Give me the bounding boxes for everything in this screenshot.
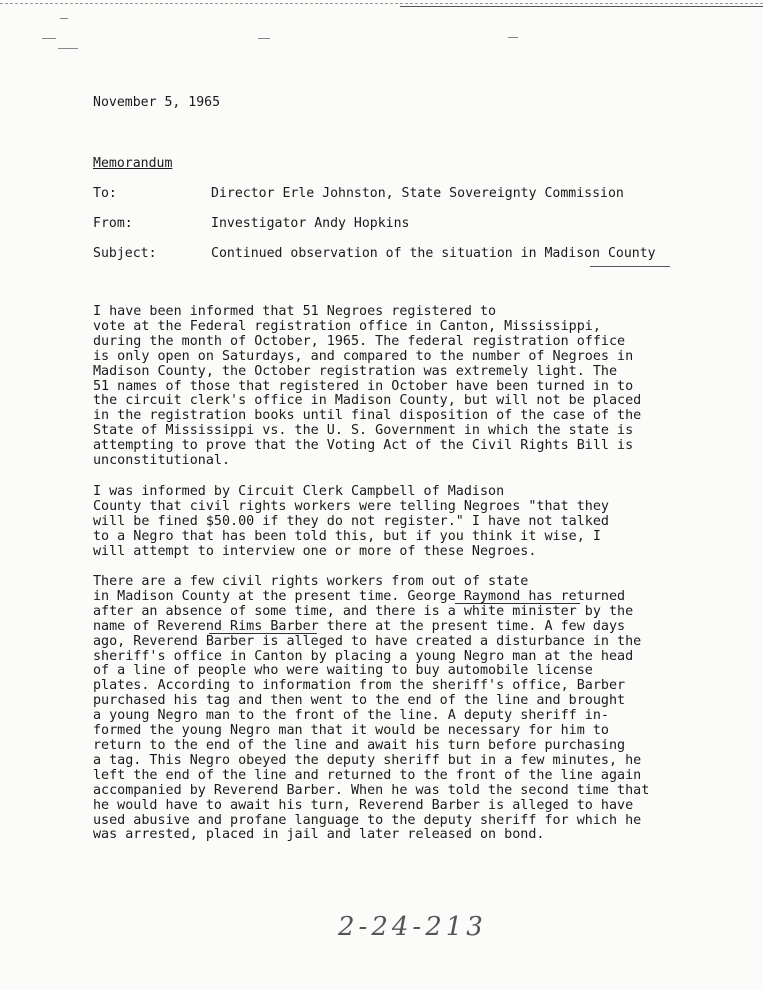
memo-date: November 5, 1965 [93,95,221,110]
from-label: From: [93,216,133,231]
scan-mark [42,38,56,39]
scan-mark [60,18,68,19]
scan-mark [508,37,518,38]
subject-label: Subject: [93,246,157,261]
scan-top-edge [0,3,763,4]
from-row [93,216,733,234]
handwritten-file-number: 2-24-213 [338,912,487,942]
body-paragraph-1: I have been informed that 51 Negroes registered to vote at the Federal registration office in Canton, Mississippi, during the month of October, 1965. The federal registration office is only open on Saturdays, and compared to the number of Negroes in Madison County, the October registration was extremely light. The 51 names of those that registered in October have been turned in to the circuit clerk's office in Madison County, but will not be placed in the registration books until final disposition of the case of the State of Mississippi vs. the U. S. Government in which the state is attempting to prove that the Voting Act of the Civil Rights Bill is unconstitutional. [93,304,642,469]
to-row [93,186,733,204]
george-raymond-underline [455,603,580,604]
from-value: Investigator Andy Hopkins [211,216,410,231]
rims-barber-underline [209,633,317,634]
body-paragraph-3: There are a few civil rights workers from out of state in Madison County at the present time. George Raymond has returned after an absence of some time, and there is a white minister by the name of Reverend Rims Barber there at the present time. A few days ago, Reverend Barber is alleged to have created a disturbance in the sheriff's office in Canton by placing a young Negro man at the head of a line of people who were waiting to buy automobile license plates. According to information from the sheriff's office, Barber purchased his tag and then went to the end of the line and brought a young Negro man to the front of the line. A deputy sheriff in- formed the young Negro man that it would be necessary for him to return to the end of the line and await his turn before purchasing a tag. This Negro obeyed the deputy sheriff but in a few minutes, he left the end of the line and returned to the front of the line again accompanied by Reverend Barber. When he was told the second time that he would have to await his turn, Reverend Barber is alleged to have used abusive and profane language to the deputy sheriff for which he was arrested, placed in jail and later released on bond. [93,574,650,843]
subject-row [93,246,733,264]
subject-value: Continued observation of the situation in Madison County [211,246,656,261]
scan-mark [258,38,270,39]
subject-handwritten-underline [590,266,670,267]
scan-mark [58,48,78,49]
scan-top-rule [400,6,763,7]
to-value: Director Erle Johnston, State Sovereignty Commission [211,186,624,201]
body-paragraph-2: I was informed by Circuit Clerk Campbell of Madison County that civil rights workers were telling Negroes "that they will be fined $50.00 if they do not register." I have not talked to a Negro that has been told this, but if you think it wise, I will attempt to interview one or more of these Negroes. [93,484,609,559]
memo-heading: Memorandum [93,156,173,171]
to-label: To: [93,186,117,201]
